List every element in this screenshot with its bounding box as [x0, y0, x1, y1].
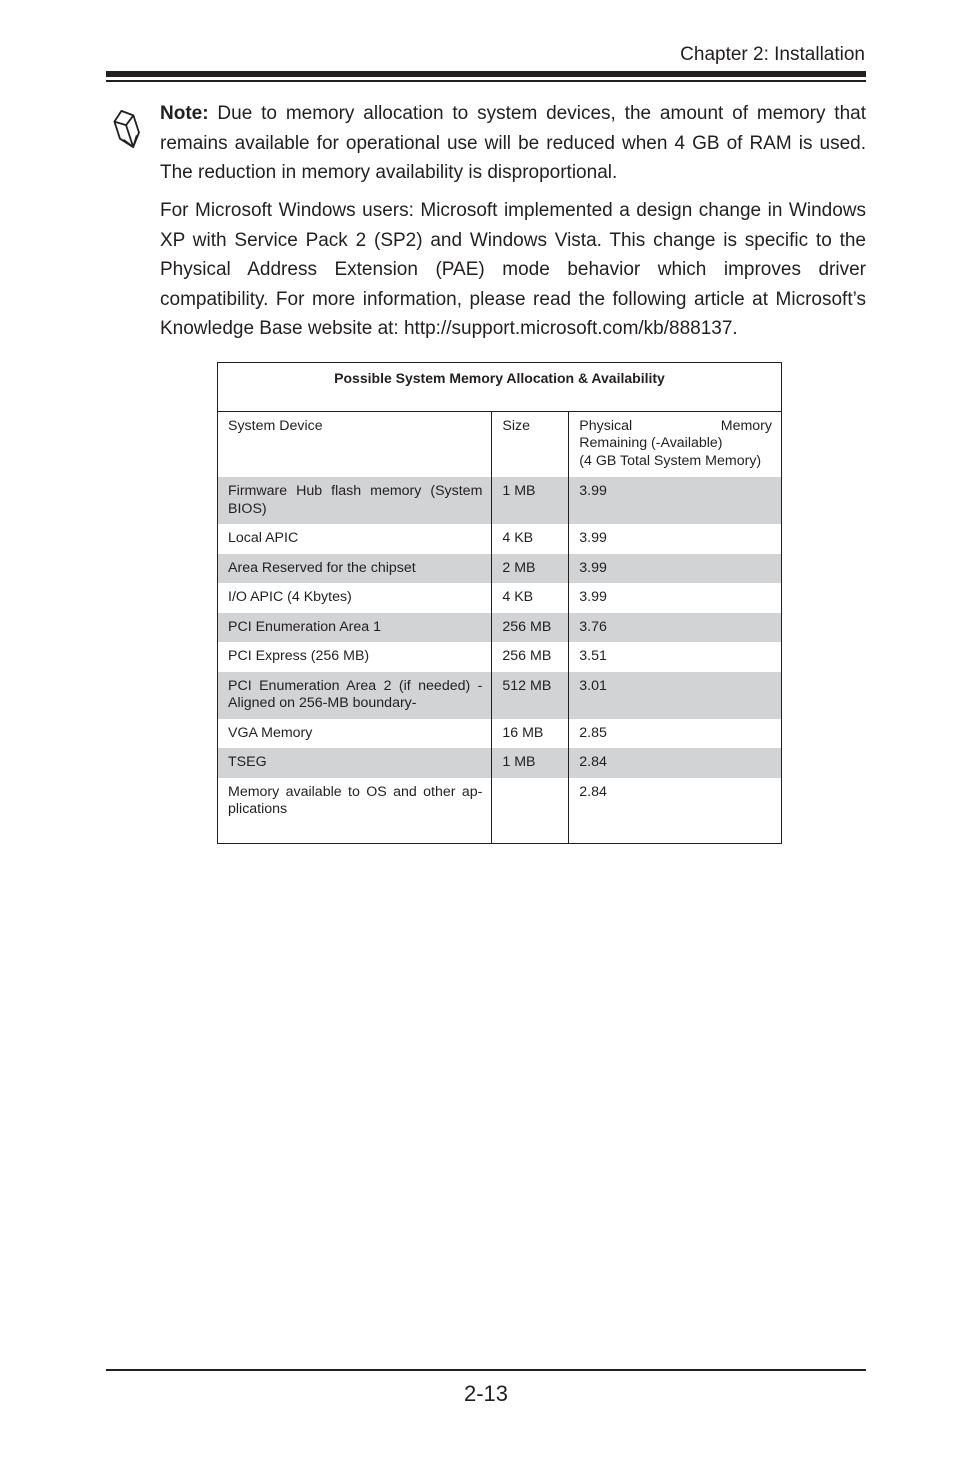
header-size: Size	[492, 411, 569, 477]
table-row	[218, 719, 782, 749]
cell-size: 256 MB	[492, 642, 569, 672]
header-physical-memory: Physical Memory Remaining (-Available) (4 GB Total System Memory)	[579, 417, 772, 469]
table-row	[218, 524, 782, 554]
cell-memory-remaining: 3.99	[579, 530, 607, 546]
cell-size: 1 MB	[492, 748, 569, 778]
cell-system-device: Local APIC	[218, 524, 492, 554]
table-header-row	[218, 411, 782, 477]
cell-system-device: Firmware Hub flash memory (System BIOS)	[218, 477, 492, 524]
cell-memory-remaining: 3.99	[569, 477, 782, 524]
cell-system-device: Area Reserved for the chipset	[218, 554, 492, 584]
microsoft-paragraph: For Microsoft Windows users: Microsoft implemented a design change in Windows XP with Service Pack 2 (SP2) and Windows Vista. This change is specific to the Physical Address Extension (PAE) mode behavior which improves driver compatibility. For more information, please read the following article at Microsoft’s Knowledge Base website at: http://support.microsoft.com/kb/888137.	[160, 200, 866, 339]
cell-size: 4 KB	[492, 583, 569, 613]
cell-size: 1 MB	[492, 477, 569, 524]
table-row	[218, 642, 782, 672]
table-row	[218, 778, 782, 844]
table-row	[218, 613, 782, 643]
cell-system-device: I/O APIC (4 Kbytes)	[218, 583, 492, 613]
cell-memory-remaining: 3.76	[569, 613, 782, 643]
cell-size: 4 KB	[492, 524, 569, 554]
header-rule-thin	[106, 80, 866, 82]
table-row	[218, 477, 782, 524]
cell-system-device: Memory available to OS and other ap- plications	[218, 778, 492, 844]
table-row	[218, 672, 782, 719]
cell-system-device: VGA Memory	[218, 719, 492, 749]
table-row	[218, 554, 782, 584]
cell-system-device: PCI Express (256 MB)	[218, 642, 492, 672]
cell-size: 16 MB	[492, 719, 569, 749]
cell-memory-remaining: 2.84	[579, 783, 607, 800]
footer-rule	[106, 1369, 866, 1371]
cell-memory-remaining: 2.85	[579, 724, 607, 741]
page-number: 2-13	[463, 1381, 509, 1406]
cell-size: 512 MB	[492, 672, 569, 719]
cell-system-device: TSEG	[218, 748, 492, 778]
table-row	[218, 748, 782, 778]
cell-memory-remaining: 3.01	[569, 672, 782, 719]
cell-memory-remaining: 3.99	[579, 589, 607, 605]
note-label: Note:	[160, 103, 209, 124]
cell-size: 256 MB	[492, 613, 569, 643]
header-system-device: System Device	[218, 411, 492, 477]
chapter-title: Chapter 2: Installation	[680, 44, 865, 65]
cell-memory-remaining: 2.84	[569, 748, 782, 778]
cell-memory-remaining: 3.99	[569, 554, 782, 584]
cell-size	[492, 778, 569, 844]
note-text: Due to memory allocation to system devices, the amount of memory that remains available for operational use will be reduced when 4 GB of RAM is used. The reduction in memory availability is disproportional.	[160, 103, 866, 183]
header-rule-thick	[106, 71, 866, 77]
table-row	[218, 583, 782, 613]
cell-size: 2 MB	[492, 554, 569, 584]
cell-system-device: PCI Enumeration Area 1	[218, 613, 492, 643]
memory-allocation-table	[217, 362, 782, 844]
cell-memory-remaining: 3.51	[579, 648, 607, 664]
cell-system-device: PCI Enumeration Area 2 (if needed) -Aligned on 256-MB boundary-	[218, 672, 492, 719]
note-paragraph	[160, 99, 866, 188]
table-title: Possible System Memory Allocation & Availability	[218, 363, 782, 412]
pencil-note-icon	[112, 106, 142, 150]
